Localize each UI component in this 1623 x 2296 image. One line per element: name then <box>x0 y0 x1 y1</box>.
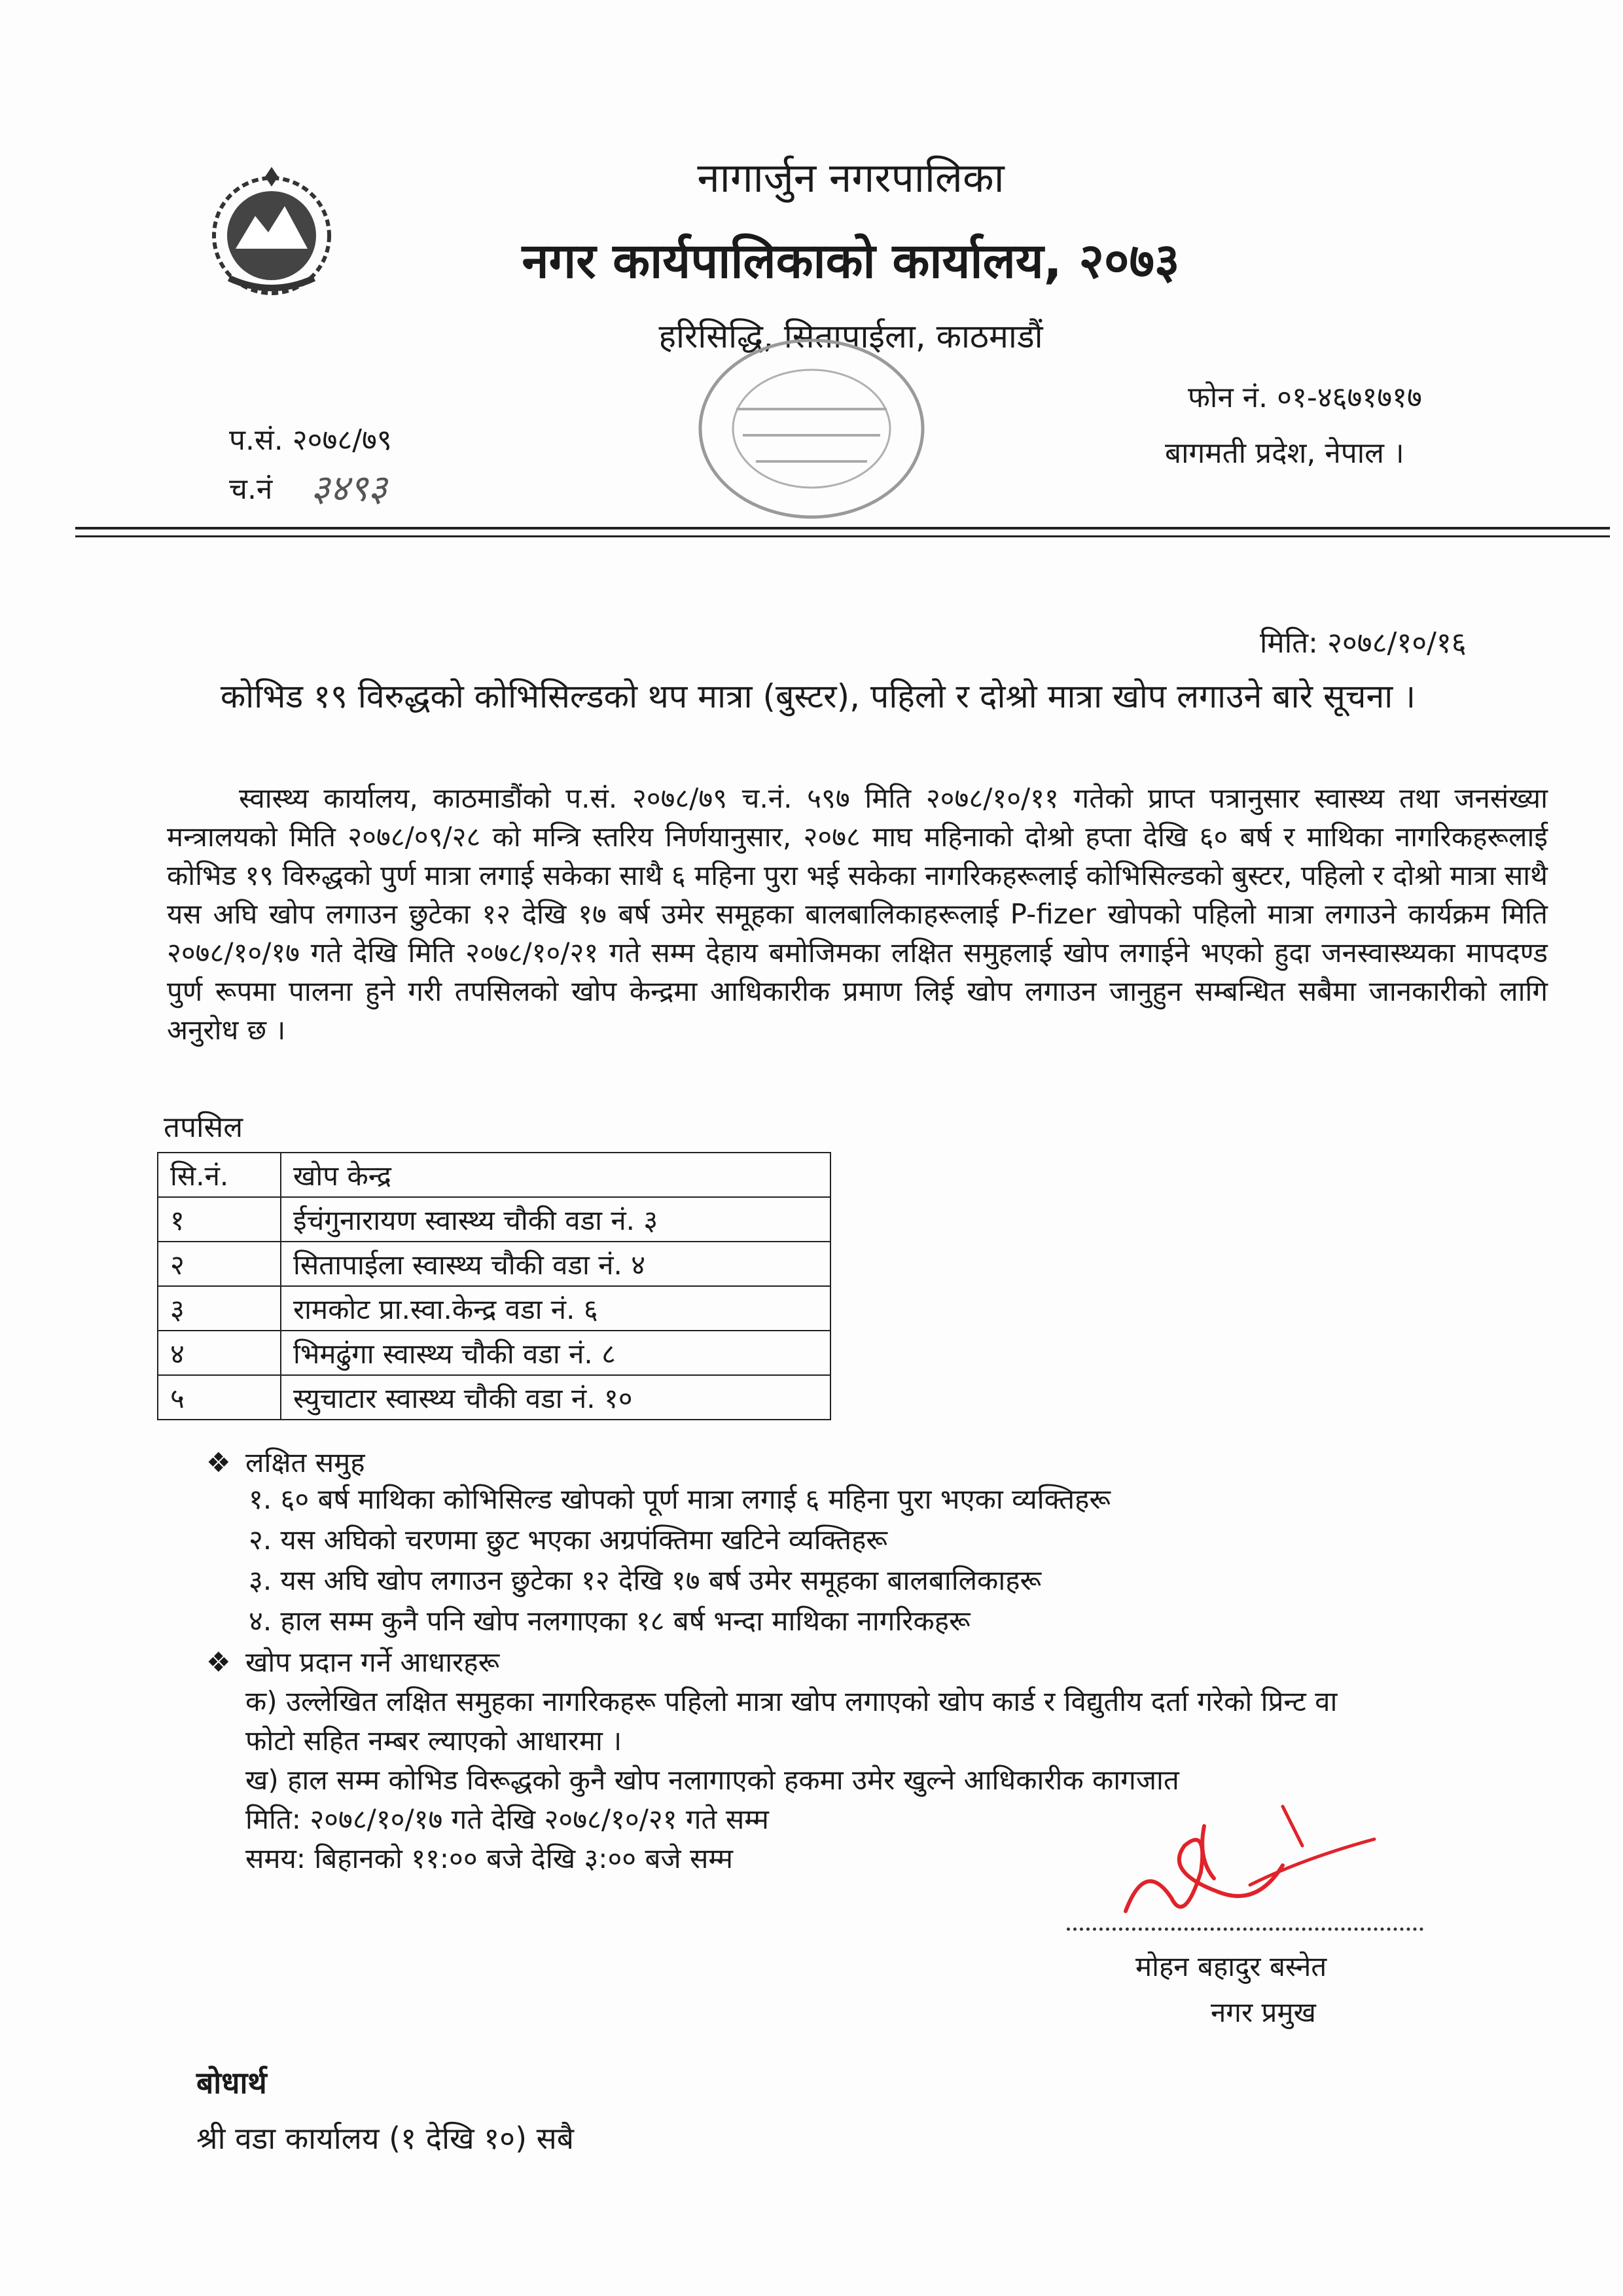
list-item: १. ६० बर्ष माथिका कोभिसिल्ड खोपको पूर्ण मात्रा लगाई ६ महिना पुरा भएका व्यक्तिहरू <box>249 1483 1111 1515</box>
campaign-dates: मिति: २०७८/१०/१७ गते देखि २०७८/१०/२१ गते सम्म <box>245 1803 769 1835</box>
dispatch-number-label: च.नं <box>229 473 273 506</box>
serial-cell: ५ <box>158 1375 281 1420</box>
municipality-name: नागार्जुन नगरपालिका <box>697 154 1005 202</box>
signatory-title: नगर प्रमुख <box>1211 1996 1316 2028</box>
notice-body: स्वास्थ्य कार्यालय, काठमाडौंको प.सं. २०७८/७९ च.नं. ५९७ मिति २०७८/१०/११ गतेको प्राप्त पत्रानुसार स्वास्थ्य तथा जनसंख्या मन्त्रालयको मिति २०७८/०९/२८ को मन्त्रि स्तरिय निर्णयानुसार, २०७८ माघ महिनाको दोश्रो हप्ता देखि ६० बर्ष र माथिका नागरिकहरूलाई कोभिड १९ विरुद्धको पुर्ण मात्रा लगाई सकेका साथै ६ महिना पुरा भई सकेका नागरिकहरूलाई कोभिसिल्डको बुस्टर, पहिलो र दोश्रो मात्रा साथै यस अघि खोप लगाउन छुटेका १२ देखि १७ बर्ष उमेर समूहका बालबालिकाहरूलाई P-fizer खोपको पहिलो मात्रा लगाउने कार्यक्रम मिति २०७८/१०/१७ गते देखि मिति २०७८/१०/२१ गते सम्म देहाय बमोजिमका लक्षित समुहलाई खोप लगाईने भएको हुदा जनस्वास्थ्यका मापदण्ड पुर्ण रूपमा पालना हुने गरी तपसिलको खोप केन्द्रमा आधिकारीक प्रमाण लिई खोप लगाउन जानुहुन सम्बन्धित सबैमा जानकारीको लागि अनुरोध छ । <box>167 782 1548 1046</box>
center-cell: स्युचाटार स्वास्थ्य चौकी वडा नं. १० <box>281 1375 830 1420</box>
center-cell: ईचंगुनारायण स्वास्थ्य चौकी वडा नं. ३ <box>281 1197 830 1242</box>
signature-line <box>1067 1928 1423 1931</box>
column-header-serial: सि.नं. <box>158 1153 281 1197</box>
diamond-bullet-icon: ❖ <box>206 1646 231 1678</box>
target-group-label: लक्षित समुह <box>245 1446 365 1479</box>
cc-recipient: श्री वडा कार्यालय (१ देखि १०) सबै <box>196 2121 575 2156</box>
header-divider <box>75 527 1610 529</box>
serial-cell: ३ <box>158 1286 281 1331</box>
table-row <box>158 1375 830 1420</box>
header-divider-secondary <box>75 535 1610 537</box>
serial-cell: ४ <box>158 1331 281 1375</box>
notice-title: कोभिड १९ विरुद्धको कोभिसिल्डको थप मात्रा (बुस्टर), पहिलो र दोश्रो मात्रा खोप लगाउने बारे सूचना । <box>220 677 1416 715</box>
basis-item-kha: ख) हाल सम्म कोभिड विरूद्धको कुनै खोप नलागाएको हकमा उमेर खुल्ने आधिकारीक कागजात <box>245 1764 1179 1796</box>
list-item: ४. हाल सम्म कुनै पनि खोप नलगाएका १८ बर्ष भन्दा माथिका नागरिकहरू <box>249 1605 971 1637</box>
column-header-center: खोप केन्द्र <box>281 1153 830 1197</box>
office-address: बागमती प्रदेश, नेपाल । <box>1165 437 1404 470</box>
office-stamp-icon <box>690 331 933 527</box>
campaign-time: समय: बिहानको ११:०० बजे देखि ३:०० बजे सम्म <box>245 1842 734 1874</box>
office-name: नगर कार्यपालिकाको कार्यालय, २०७३ <box>522 233 1180 289</box>
vaccination-centers-table <box>157 1152 831 1420</box>
letter-date: मिति: २०७८/१०/१६ <box>1260 626 1467 660</box>
table-row <box>158 1197 830 1242</box>
table-row <box>158 1242 830 1286</box>
serial-cell: १ <box>158 1197 281 1242</box>
basis-item-ka: क) उल्लेखित लक्षित समुहका नागरिकहरू पहिलो मात्रा खोप लगाएको खोप कार्ड र विद्युतीय दर्ता गरेको प्रिन्ट वा फोटो सहित नम्बर ल्याएको आधारमा । <box>245 1685 1338 1757</box>
basis-label: खोप प्रदान गर्ने आधारहरू <box>245 1646 500 1678</box>
office-location: हरिसिद्धि, सितापाईला, काठमाडौं <box>658 317 1043 355</box>
basis-heading <box>206 1643 499 1680</box>
center-cell: भिमढुंगा स्वास्थ्य चौकी वडा नं. ८ <box>281 1331 830 1375</box>
table-row <box>158 1331 830 1375</box>
list-item: ३. यस अघि खोप लगाउन छुटेका १२ देखि १७ बर्ष उमेर समूहका बालबालिकाहरू <box>249 1564 1042 1596</box>
table-row <box>158 1286 830 1331</box>
table-header-row <box>158 1153 830 1197</box>
diamond-bullet-icon: ❖ <box>206 1446 231 1479</box>
target-group-list <box>249 1479 1111 1641</box>
center-cell: रामकोट प्रा.स्वा.केन्द्र वडा नं. ६ <box>281 1286 830 1331</box>
dispatch-number-handwritten: ३४९३ <box>311 467 387 510</box>
serial-cell: २ <box>158 1242 281 1286</box>
list-item: २. यस अघिको चरणमा छुट भएका अग्रपंक्तिमा खटिने व्यक्तिहरू <box>249 1524 888 1556</box>
signature-icon <box>1086 1787 1387 1931</box>
details-label: तपसिल <box>164 1111 243 1144</box>
letter-number: प.सं. २०७८/७९ <box>229 423 392 457</box>
phone-number: फोन नं. ०१-४६७१७१७ <box>1188 381 1422 414</box>
target-group-heading <box>206 1443 365 1480</box>
center-cell: सितापाईला स्वास्थ्य चौकी वडा नं. ४ <box>281 1242 830 1286</box>
cc-heading: बोधार्थ <box>196 2065 267 2100</box>
signatory-name: मोहन बहादुर बस्नेत <box>1135 1950 1327 1982</box>
